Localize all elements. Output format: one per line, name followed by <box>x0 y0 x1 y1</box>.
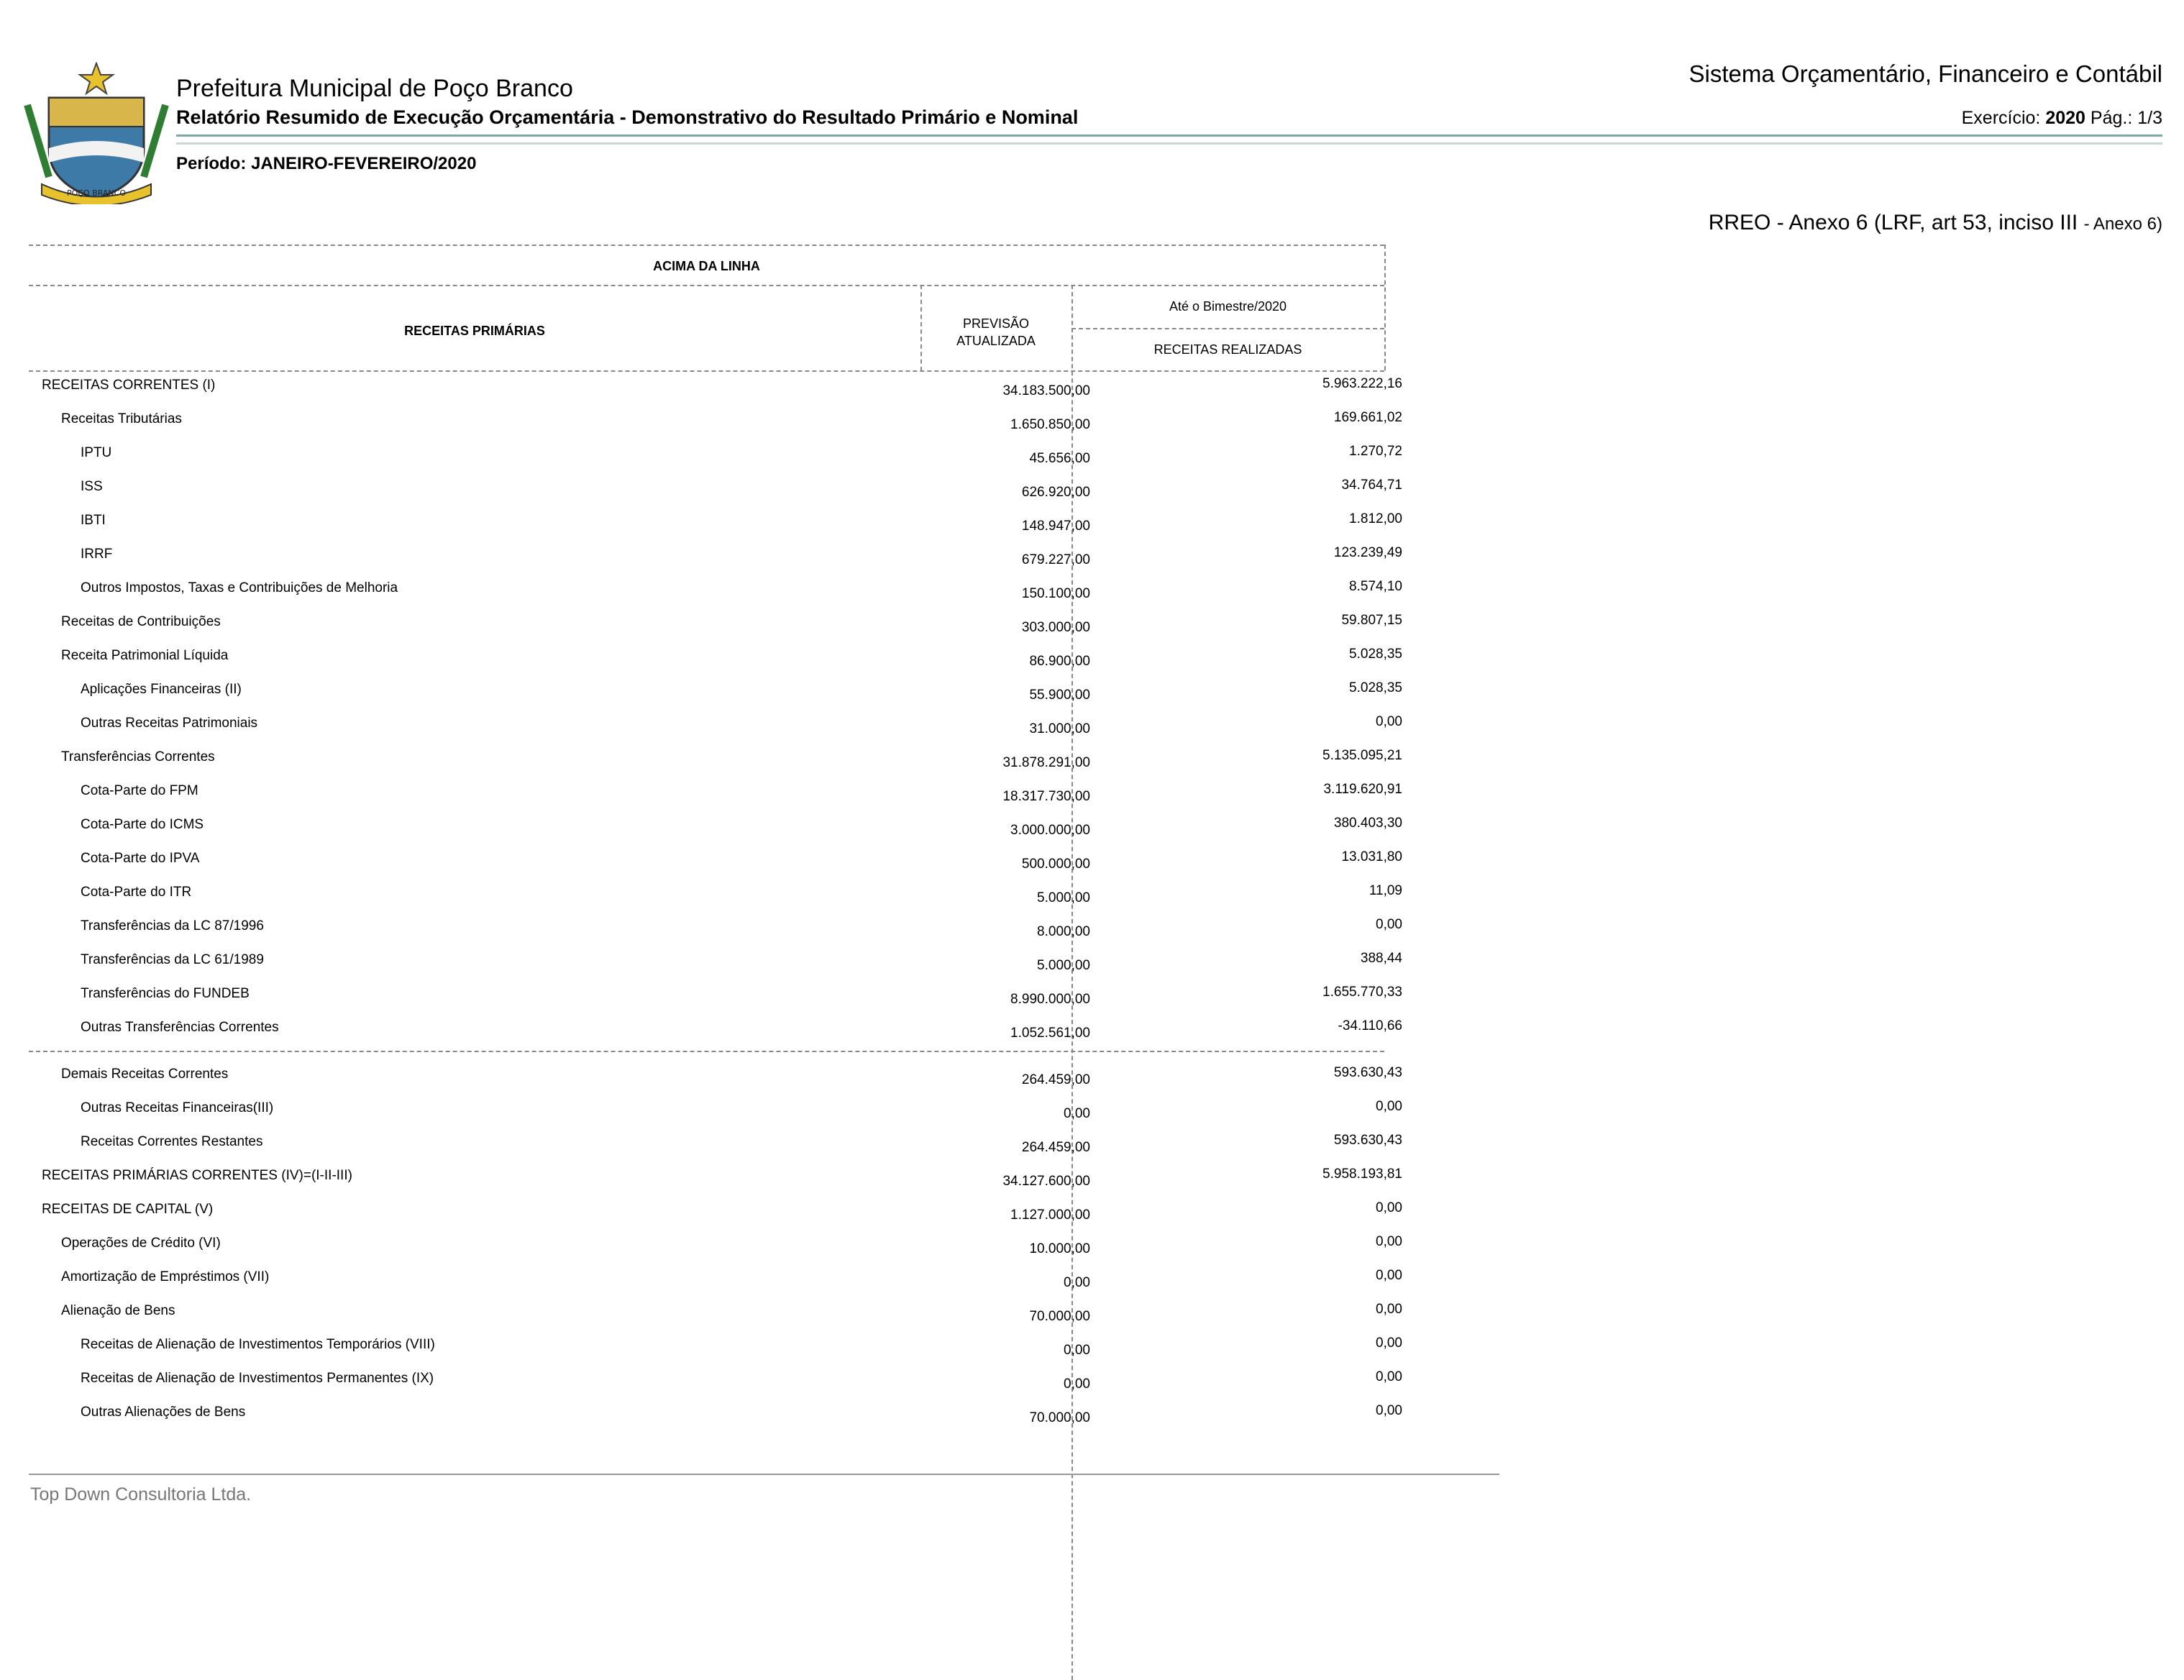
page-indicator: Pág.: 1/3 <box>2090 108 2162 128</box>
row-previsao: 0,00 <box>1064 1377 1090 1392</box>
row-previsao: 34.183.500,00 <box>1002 383 1090 398</box>
col-header-previsao-1: PREVISÃO <box>962 316 1030 331</box>
row-realizadas: 0,00 <box>1376 1369 1402 1384</box>
row-realizadas: 0,00 <box>1376 1302 1402 1317</box>
row-label: Transferências da LC 87/1996 <box>81 918 264 933</box>
row-realizadas: 8.574,10 <box>1349 579 1402 594</box>
row-previsao: 0,00 <box>1064 1106 1090 1121</box>
row-previsao: 148.947,00 <box>1021 519 1090 534</box>
footer-divider <box>29 1474 1499 1475</box>
row-previsao: 8.990.000,00 <box>1010 992 1090 1007</box>
table-row <box>29 1127 1413 1161</box>
footer-company: Top Down Consultoria Ltda. <box>30 1484 252 1505</box>
row-realizadas: 1.812,00 <box>1349 511 1402 526</box>
svg-text:POÇO BRANCO: POÇO BRANCO <box>67 188 126 198</box>
table-row <box>29 573 1413 607</box>
row-label: RECEITAS CORRENTES (I) <box>42 378 216 393</box>
table-row <box>29 1195 1413 1228</box>
table-row <box>29 1013 1413 1046</box>
row-realizadas: 34.764,71 <box>1341 478 1402 493</box>
row-label: Outras Transferências Correntes <box>81 1020 279 1035</box>
row-previsao: 18.317.730,00 <box>1002 789 1090 804</box>
table-row <box>29 1262 1413 1296</box>
row-label: Cota-Parte do ICMS <box>81 817 204 832</box>
row-label: IPTU <box>81 445 112 460</box>
row-previsao: 86.900,00 <box>1029 654 1090 669</box>
col-header-bimestre: Até o Bimestre/2020 <box>1169 299 1287 314</box>
row-realizadas: 5.958.193,81 <box>1322 1167 1402 1182</box>
table-row <box>29 472 1413 506</box>
row-realizadas: 11,09 <box>1369 883 1402 898</box>
table-row <box>29 641 1413 675</box>
row-label: Outras Alienações de Bens <box>81 1405 246 1420</box>
row-label: Transferências da LC 61/1989 <box>81 952 264 967</box>
row-realizadas: 0,00 <box>1376 1336 1402 1351</box>
row-realizadas: 0,00 <box>1376 1099 1402 1114</box>
table-row <box>29 844 1413 877</box>
row-realizadas: 13.031,80 <box>1341 849 1402 864</box>
exercise-label: Exercício: <box>1961 108 2041 128</box>
row-label: Cota-Parte do FPM <box>81 783 198 798</box>
row-label: Receitas Tributárias <box>61 411 182 426</box>
row-realizadas: 5.963.222,16 <box>1322 376 1402 391</box>
row-label: Receitas de Alienação de Investimentos Permanentes (IX) <box>81 1371 434 1386</box>
row-previsao: 10.000,00 <box>1029 1241 1090 1256</box>
row-previsao: 303.000,00 <box>1021 620 1090 635</box>
row-previsao: 8.000,00 <box>1037 924 1090 939</box>
row-label: ISS <box>81 479 103 494</box>
row-realizadas: 593.630,43 <box>1333 1065 1402 1080</box>
row-label: Outras Receitas Financeiras(III) <box>81 1100 274 1115</box>
table-row <box>29 979 1413 1013</box>
table-row <box>29 945 1413 979</box>
org-name: Prefeitura Municipal de Poço Branco <box>176 75 573 102</box>
table-row <box>29 1296 1413 1330</box>
table-row <box>29 1161 1413 1195</box>
table-row <box>29 877 1413 911</box>
row-previsao: 31.878.291,00 <box>1002 755 1090 770</box>
row-realizadas: 5.028,35 <box>1349 680 1402 695</box>
row-previsao: 626.920,00 <box>1021 485 1090 500</box>
row-label: Aplicações Financeiras (II) <box>81 682 242 697</box>
row-realizadas: 0,00 <box>1376 917 1402 932</box>
table-row <box>29 810 1413 844</box>
row-previsao: 0,00 <box>1064 1275 1090 1290</box>
row-realizadas: 0,00 <box>1376 714 1402 729</box>
table-row <box>29 370 1413 404</box>
annex-main: RREO - Anexo 6 (LRF, art 53, inciso III <box>1708 211 2078 234</box>
table-row <box>29 776 1413 810</box>
table-row <box>29 911 1413 945</box>
section-title: ACIMA DA LINHA <box>653 259 760 273</box>
row-realizadas: 0,00 <box>1376 1403 1402 1418</box>
annex-label <box>1709 211 2162 235</box>
row-realizadas: 1.655.770,33 <box>1322 985 1402 1000</box>
row-previsao: 264.459,00 <box>1021 1072 1090 1087</box>
row-previsao: 150.100,00 <box>1021 586 1090 601</box>
row-label: Receitas Correntes Restantes <box>81 1134 263 1149</box>
annex-small: - Anexo 6) <box>2083 214 2162 234</box>
row-previsao: 1.650.850,00 <box>1010 417 1090 432</box>
row-previsao: 5.000,00 <box>1037 958 1090 973</box>
col-header-previsao-2: ATUALIZADA <box>956 334 1036 348</box>
row-label: IBTI <box>81 513 106 528</box>
row-previsao: 70.000,00 <box>1029 1410 1090 1425</box>
row-label: Receita Patrimonial Líquida <box>61 648 229 663</box>
row-realizadas: 0,00 <box>1376 1200 1402 1215</box>
row-realizadas: 593.630,43 <box>1333 1133 1402 1148</box>
row-label: Cota-Parte do IPVA <box>81 851 200 866</box>
row-previsao: 679.227,00 <box>1021 552 1090 567</box>
row-label: Transferências do FUNDEB <box>81 986 250 1001</box>
row-label: Outros Impostos, Taxas e Contribuições de Melhoria <box>81 580 398 595</box>
period-label: Período: JANEIRO-FEVEREIRO/2020 <box>176 154 477 173</box>
row-previsao: 3.000.000,00 <box>1010 823 1090 838</box>
row-label: Operações de Crédito (VI) <box>61 1236 221 1251</box>
table-row <box>29 1059 1413 1093</box>
table-row <box>29 539 1413 573</box>
table-row <box>29 1364 1413 1397</box>
table-row <box>29 1397 1413 1431</box>
col-header-receitas: RECEITAS PRIMÁRIAS <box>404 324 545 338</box>
col-header-realizadas: RECEITAS REALIZADAS <box>1153 342 1302 357</box>
table-row <box>29 1093 1413 1127</box>
table-row <box>29 1228 1413 1262</box>
row-label: Cota-Parte do ITR <box>81 885 192 900</box>
row-previsao: 55.900,00 <box>1029 688 1090 703</box>
row-realizadas: 0,00 <box>1376 1234 1402 1249</box>
row-realizadas: -34.110,66 <box>1338 1018 1402 1033</box>
report-title: Relatório Resumido de Execução Orçamentária - Demonstrativo do Resultado Primário e Nominal <box>176 106 1079 128</box>
row-realizadas: 380.403,30 <box>1333 816 1402 831</box>
table-row <box>29 1330 1413 1364</box>
row-realizadas: 59.807,15 <box>1341 613 1402 628</box>
row-realizadas: 123.239,49 <box>1333 545 1402 560</box>
exercise-year: 2020 <box>2045 108 2085 128</box>
row-label: Alienação de Bens <box>61 1303 175 1318</box>
row-label: Outras Receitas Patrimoniais <box>81 716 258 731</box>
row-label: Demais Receitas Correntes <box>61 1067 229 1082</box>
row-realizadas: 1.270,72 <box>1349 444 1402 459</box>
row-previsao: 31.000,00 <box>1029 721 1090 736</box>
row-previsao: 0,00 <box>1064 1343 1090 1358</box>
row-previsao: 34.127.600,00 <box>1002 1174 1090 1189</box>
table-row <box>29 506 1413 539</box>
municipal-crest-icon <box>20 62 173 204</box>
table-row <box>29 742 1413 776</box>
table-row <box>29 404 1413 438</box>
table-row <box>29 607 1413 641</box>
row-label: Receitas de Alienação de Investimentos Temporários (VIII) <box>81 1337 435 1352</box>
row-label: Amortização de Empréstimos (VII) <box>61 1269 270 1284</box>
row-label: IRRF <box>81 547 113 562</box>
row-realizadas: 169.661,02 <box>1333 410 1402 425</box>
row-previsao: 45.656,00 <box>1029 451 1090 466</box>
row-previsao: 500.000,00 <box>1021 857 1090 872</box>
row-previsao: 264.459,00 <box>1021 1140 1090 1155</box>
row-previsao: 1.052.561,00 <box>1010 1026 1090 1041</box>
row-label: RECEITAS PRIMÁRIAS CORRENTES (IV)=(I-II-III) <box>42 1168 352 1183</box>
table-row <box>29 708 1413 742</box>
row-realizadas: 3.119.620,91 <box>1323 782 1402 797</box>
system-name: Sistema Orçamentário, Financeiro e Contábil <box>1689 60 2162 87</box>
row-previsao: 5.000,00 <box>1037 890 1090 905</box>
row-previsao: 1.127.000,00 <box>1010 1208 1090 1223</box>
row-realizadas: 0,00 <box>1376 1268 1402 1283</box>
row-label: Receitas de Contribuições <box>61 614 221 629</box>
table-row <box>29 438 1413 472</box>
exercise-info <box>1962 108 2162 129</box>
row-realizadas: 5.135.095,21 <box>1322 748 1402 763</box>
row-realizadas: 5.028,35 <box>1349 647 1402 662</box>
row-label: Transferências Correntes <box>61 749 215 764</box>
section-separator <box>29 1051 1384 1052</box>
header-divider <box>176 134 2162 145</box>
table-row <box>29 675 1413 708</box>
row-previsao: 70.000,00 <box>1029 1309 1090 1324</box>
row-label: RECEITAS DE CAPITAL (V) <box>42 1202 214 1217</box>
row-realizadas: 388,44 <box>1360 951 1402 966</box>
